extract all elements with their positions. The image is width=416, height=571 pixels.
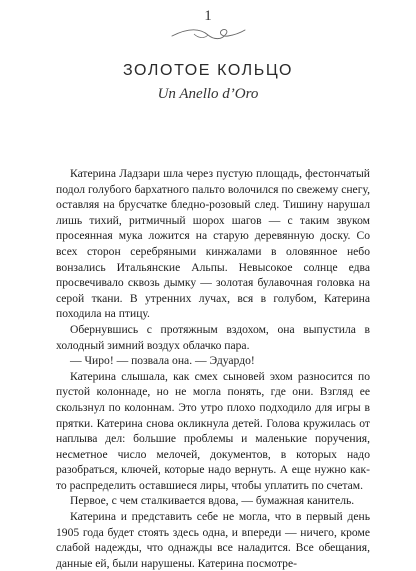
paragraph: Катерина Ладзари шла через пустую площадь, фестончатый подол голубого бархатного пальто волочился по свежему снегу, оставляя на брусчатке бледно-розовый след. Тишину нарушал лишь тихий, ритмичный шорох шагов — с таким звуком просеянная мука ложится на старую деревянную доску. Со всех сторон серебряными кинжалами в оловянное небо вонзались Итальянские Альпы. Невысокое солнце едва просвечивало сквозь дымку — золотая булавочная головка на серой ткани. В утренних лучах, вся в голубом, Катерина походила на птицу.: [56, 167, 370, 321]
chapter-title: ЗОЛОТОЕ КОЛЬЦО: [122, 62, 294, 79]
paragraph: — Чиро! — позвала она. — Эдуардо!: [70, 354, 255, 368]
body-text: [56, 166, 370, 571]
chapter-number: 1: [204, 8, 212, 24]
paragraph: Катерина и представить себе не могла, что в первый день 1905 года будет стоять здесь одна, и впереди — ничего, кроме слабой надежды, что однажды все наладится. Все обещания, данные ей, были нарушены. Катерина посмотре-: [56, 510, 370, 570]
paragraph: Первое, с чем сталкивается вдова, — бумажная канитель.: [70, 494, 355, 508]
paragraph: Катерина слышала, как смех сыновей эхом разносится по пустой колоннаде, но не могла понять, где они. Взгляд ее скользнул по колоннам. Это утро плохо подходило для игры в прятки. Катерина снова окликнула детей. Голова кружилась от наплыва дел: большие проблемы и маленькие поручения, несметное число мелочей, документов, в которых надо разобраться, ключей, которые надо вернуть. А еще нужно как-то распределить оставшиеся лиры, чтобы уплатить по счетам.: [56, 369, 370, 492]
paragraph: Обернувшись с протяжным вздохом, она выпустила в холодный зимний воздух облачко пара.: [56, 322, 370, 352]
ornament-flourish-icon: [168, 24, 248, 44]
chapter-subtitle: Un Anello d’Oro: [157, 86, 259, 102]
